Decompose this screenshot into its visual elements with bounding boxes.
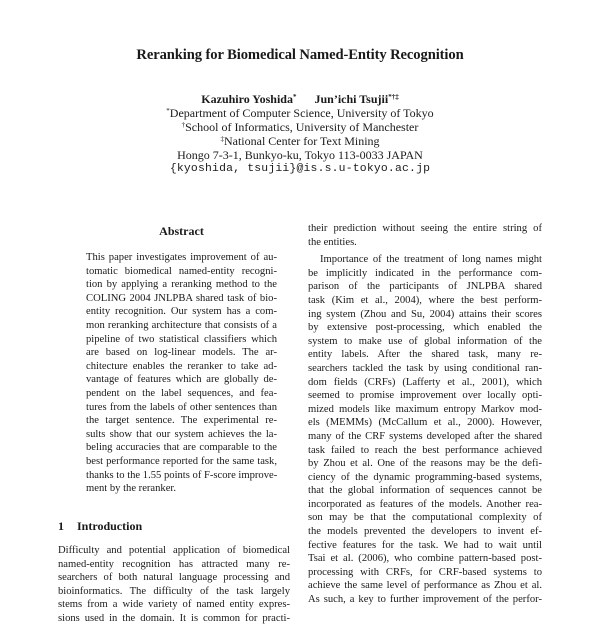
text-line: sions used in the domain. It is common for practi- <box>58 612 290 624</box>
text-line: parison of the participants of JNLPBA shared <box>308 281 542 293</box>
affiliation-mark: * <box>166 107 170 115</box>
text-line: entity labels. After the shared task, many re- <box>308 349 542 361</box>
text-line: entity recognition. Our system has a com- <box>86 306 277 318</box>
text-line: fective features for the task. We had to wait until <box>308 539 542 551</box>
text-line: ciency of the dynamic programming-based systems, <box>308 471 542 483</box>
text-line: task failed to reach the best performance achieved <box>308 444 542 456</box>
text-line: pendent on the label sequences, and fea- <box>86 387 277 399</box>
text-line: beling accuracies that are comparable to the <box>86 442 277 454</box>
text-line: best performance reported for the same task, <box>86 455 277 467</box>
affiliation-text: School of Informatics, University of Manchester <box>185 120 419 134</box>
text-line: son may be that the computational complexity of <box>308 512 542 524</box>
text-line: bioinformatics. The difficulty of the task largely <box>58 585 290 597</box>
text-line: processing with CRFs, for CRF-based systems to <box>308 566 542 578</box>
text-line: the entities. <box>308 236 357 248</box>
affiliation <box>0 134 600 148</box>
text-line: system to make use of global information of the <box>308 335 542 347</box>
section-number: 1 <box>58 519 64 533</box>
author-names <box>0 92 600 106</box>
text-line: tion by applying a reranking method to the <box>86 279 277 291</box>
text-line: mon reranking architecture that consists of a <box>86 319 277 331</box>
text-line: task (Kim et al., 2004), where the best perform- <box>308 294 542 306</box>
text-line: the target sentence. The experimental re- <box>86 415 277 427</box>
text-line: Importance of the treatment of long names might <box>320 254 542 266</box>
paper-title: Reranking for Biomedical Named-Entity Recognition <box>136 47 464 63</box>
text-line: vantage of features which are globally de- <box>86 374 277 386</box>
text-line: ing system (Zhou and Su, 2004) attains their scores <box>308 308 542 320</box>
text-line: achieve the same level of performance as Zhou et al. <box>308 580 542 592</box>
affiliation <box>0 120 600 134</box>
text-line: tomatic biomedical named-entity recogni- <box>86 265 277 277</box>
author-mark: * <box>292 93 297 101</box>
text-line: by Zhou et al. One of the reasons may be the defi- <box>308 458 542 470</box>
affiliation-text: Department of Computer Science, University of Tokyo <box>169 106 434 120</box>
right-column-body <box>308 222 542 607</box>
text-line: As such, a key to further improvement of the perfor- <box>308 594 542 606</box>
text-line: searchers tackled the task by using conditional ran- <box>308 362 542 374</box>
email: {kyoshida, tsujii}@is.s.u-tokyo.ac.jp <box>169 163 431 175</box>
abstract-heading: Abstract <box>159 224 204 238</box>
text-line: chitecture enables the reranker to take ad- <box>86 360 277 372</box>
text-line: sults show that our system achieves the la- <box>86 428 277 440</box>
text-line: els (MEMMs) (McCallum et al., 2000). However, <box>308 417 542 429</box>
text-line: tures from the labels of other sentences than <box>86 401 277 413</box>
affiliation-mark: ‡ <box>220 135 224 143</box>
text-line: This paper investigates improvement of au- <box>86 252 277 263</box>
text-line: mized models like maximum entropy Markov mod- <box>308 403 542 415</box>
text-line: Tsai et al. (2006), who combine pattern-based post- <box>308 553 542 565</box>
author-mark: *†‡ <box>388 93 399 101</box>
text-line: many of the CRF systems developed after the shared <box>308 430 542 442</box>
text-line: their prediction without seeing the entire string of <box>308 223 542 234</box>
text-line: Difficulty and potential application of biomedical <box>58 545 290 556</box>
affiliation <box>0 106 600 120</box>
text-line: COLING 2004 JNLPBA shared task of bio- <box>86 292 277 304</box>
text-line: thanks to the 1.55 points of F-score improve- <box>86 469 277 481</box>
author-name: Jun’ichi Tsujii <box>314 92 389 106</box>
author-name: Kazuhiro Yoshida <box>201 92 293 106</box>
section-heading-introduction <box>58 519 142 534</box>
text-line: named-entity recognition has attracted many re- <box>58 558 290 570</box>
text-line: ment by the reranker. <box>86 483 177 495</box>
text-line: that the global information of sequences cannot be <box>308 485 542 497</box>
text-line: are based on log-linear models. The ar- <box>86 347 277 359</box>
text-line: seemed to promise improvement over locally opti- <box>308 390 542 402</box>
text-line: be implicitly indicated in the performance com- <box>308 267 542 279</box>
text-line: stems from a wide variety of named entity expres- <box>58 599 290 611</box>
text-line: incorporated as features of the models. Another rea- <box>308 498 542 510</box>
affiliation-text: National Center for Text Mining <box>223 134 380 148</box>
address: Hongo 7-3-1, Bunkyo-ku, Tokyo 113-0033 JAPAN <box>177 148 423 162</box>
abstract-body <box>86 251 277 496</box>
introduction-body <box>58 544 290 626</box>
text-line: by extensive post-processing, which enabled the <box>308 322 542 334</box>
text-line: dom fields (CRFs) (Lafferty et al., 2001), which <box>308 376 542 388</box>
author-block <box>0 92 600 176</box>
section-title: Introduction <box>77 519 143 533</box>
text-line: the models prevented the developers to invent ef- <box>308 526 542 538</box>
text-line: pipeline of two statistical classifiers which <box>86 333 277 345</box>
text-line: searchers of both natural language processing and <box>58 572 290 584</box>
affiliation-mark: † <box>181 121 186 129</box>
